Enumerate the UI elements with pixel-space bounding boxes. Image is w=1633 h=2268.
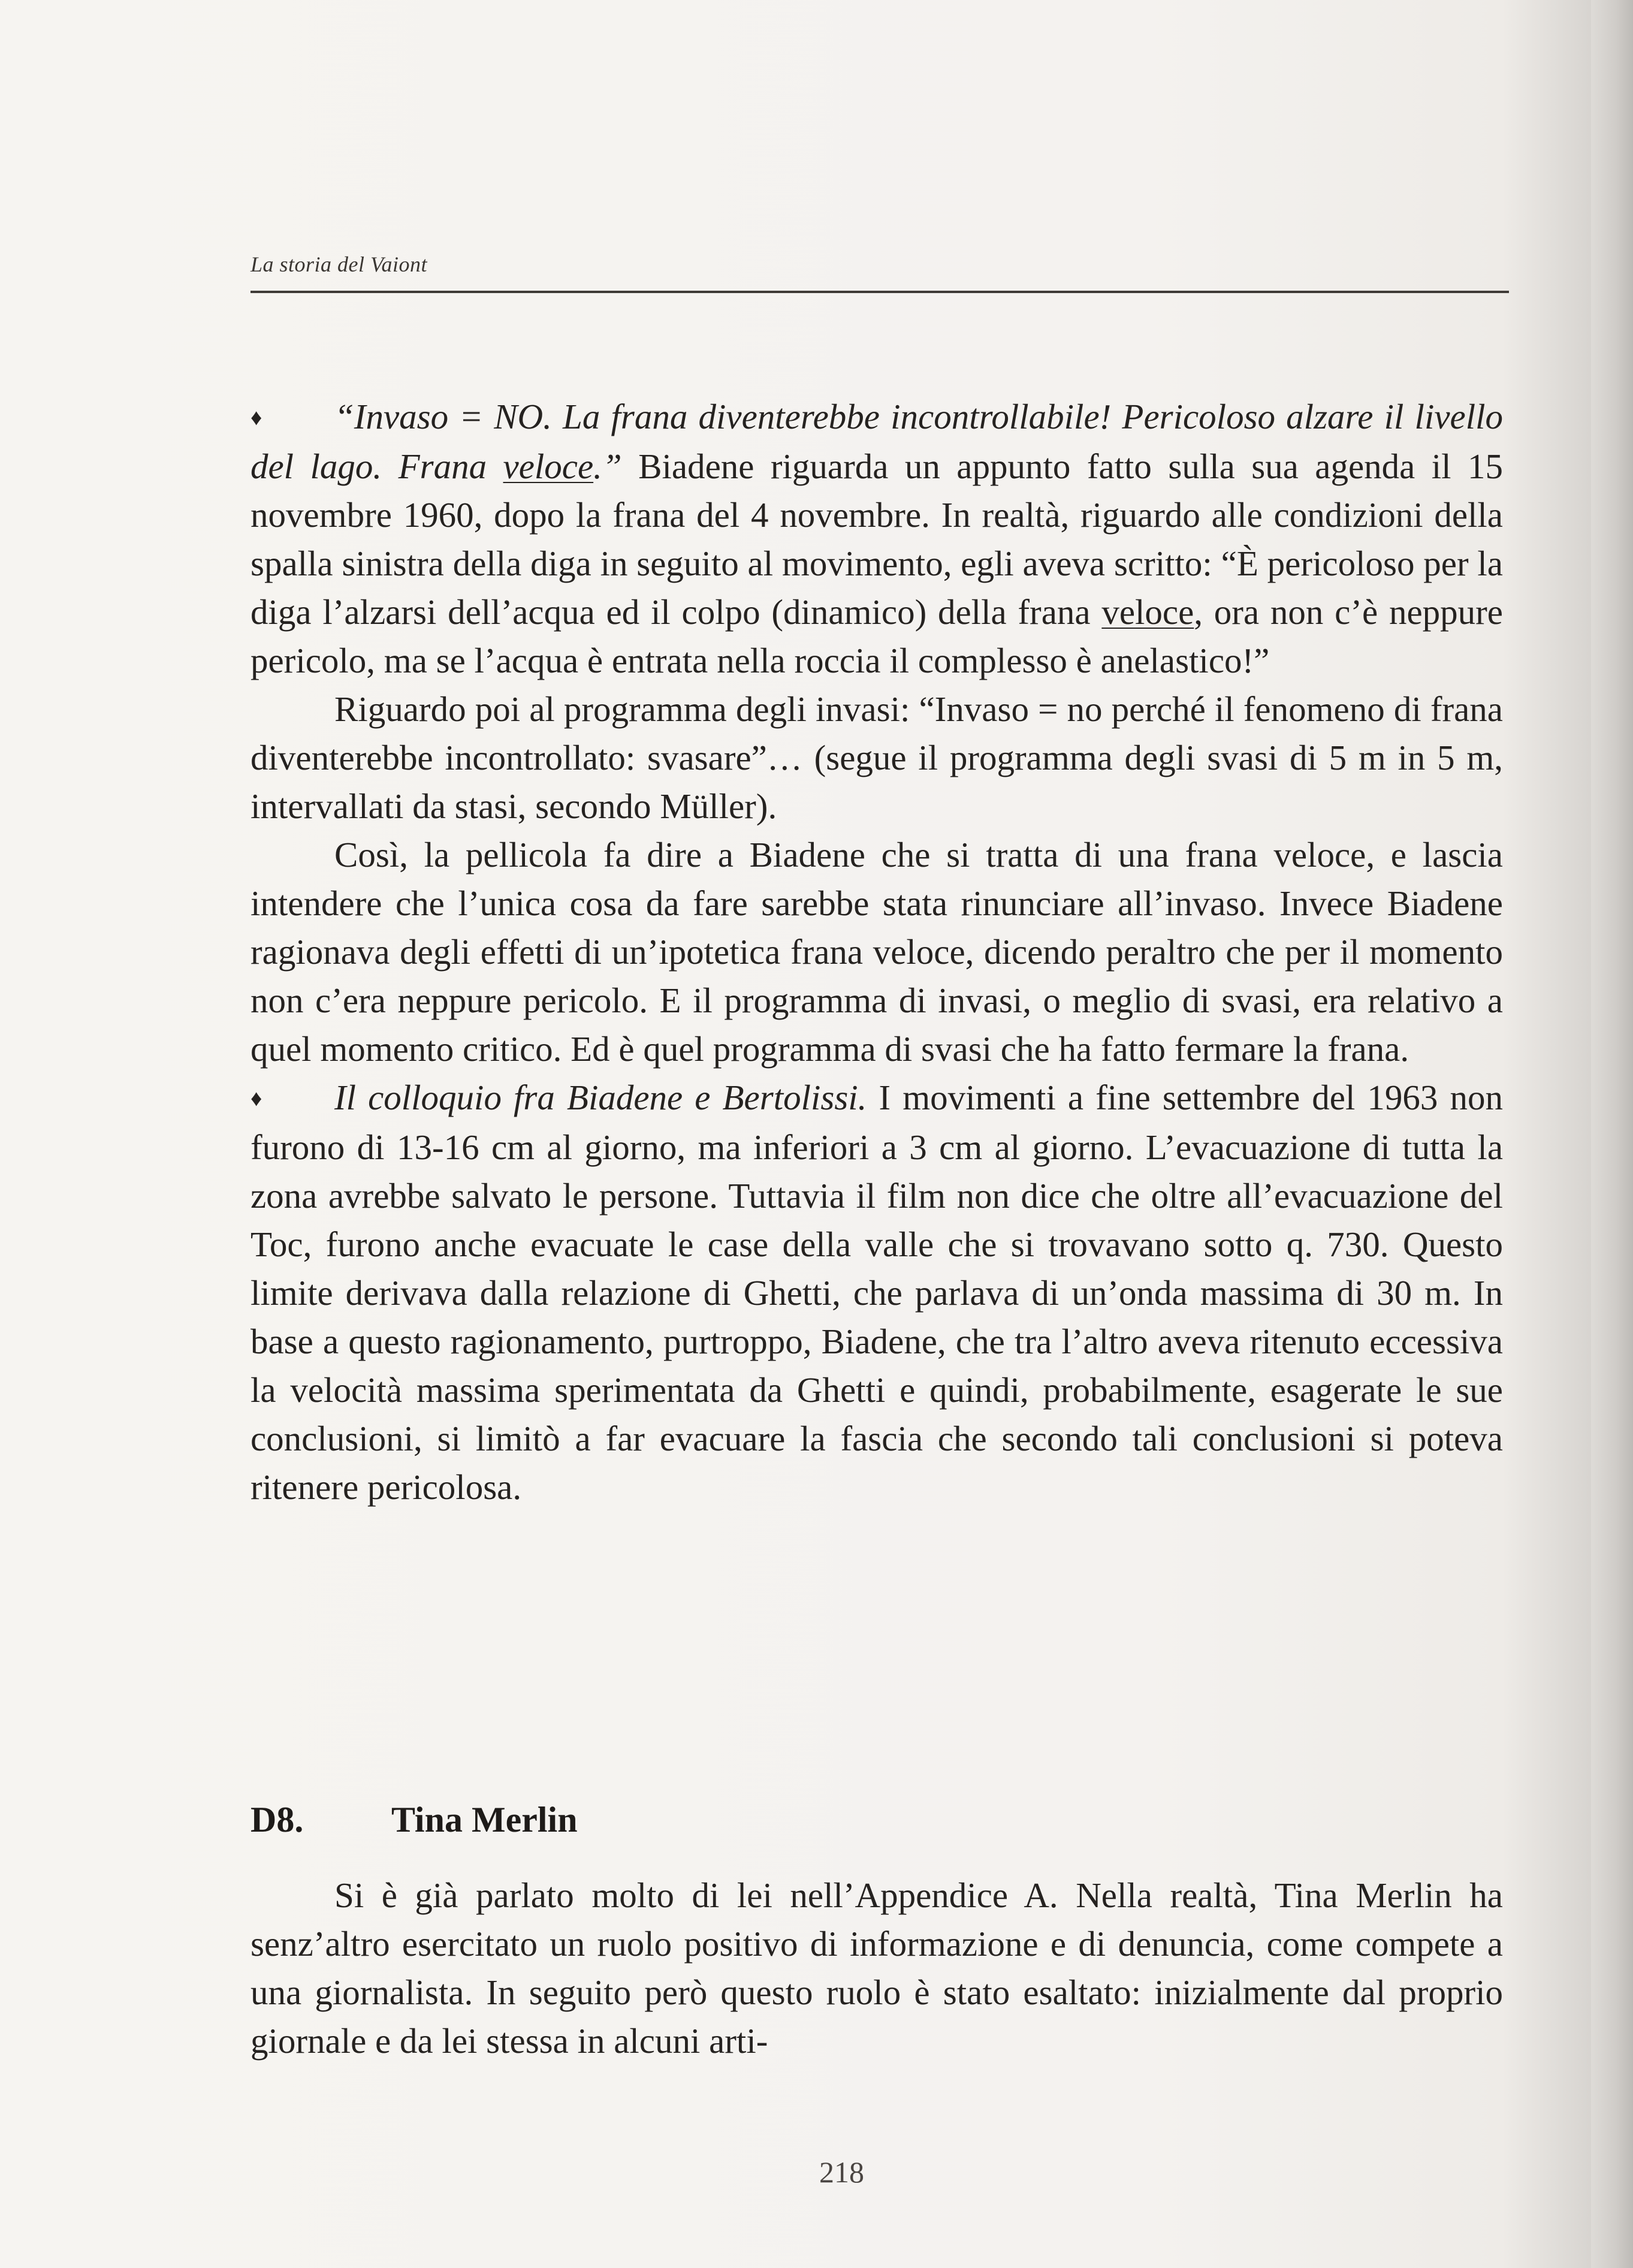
running-head: La storia del Vaiont bbox=[250, 252, 428, 276]
section-body bbox=[250, 1871, 1503, 2065]
colloquio-italic-lead: Il colloquio fra Biadene e Bertolissi. bbox=[334, 1078, 867, 1117]
underlined-word: veloce bbox=[1101, 592, 1194, 632]
section-heading bbox=[250, 1799, 578, 1841]
paragraph-invaso-text-b: , ora non c’è neppure pericolo, ma se l’acqua è entrata nella roccia il complesso è anelastico!” bbox=[250, 592, 1503, 680]
quote-italic-underlined: veloce bbox=[503, 447, 594, 486]
quote-italic-a: “Invaso = NO. La frana diventerebbe incontrollabile! Pericoloso alzare il livello del lago. Frana bbox=[250, 397, 1503, 486]
paragraph-colloquio bbox=[250, 1073, 1503, 1512]
page-number: 218 bbox=[819, 2155, 864, 2189]
main-text bbox=[250, 393, 1503, 1512]
quote-italic-b: .” bbox=[593, 447, 622, 486]
diamond-bullet-icon: ♦ bbox=[250, 1086, 262, 1111]
paragraph-invaso-text-a: Biadene riguarda un appunto fatto sulla sua agenda il 15 novembre 1960, dopo la frana del 4 novembre. In realtà, riguardo alle condizioni della spalla sinistra della diga in seguito al movimento, egli aveva scritto: “È pericoloso per la diga l’alzarsi dell’acqua ed il colpo (dinamico) della frana bbox=[250, 447, 1503, 632]
section-number: D8. bbox=[250, 1800, 304, 1839]
diamond-bullet-icon: ♦ bbox=[250, 405, 262, 430]
page-edge-shadow bbox=[1591, 0, 1633, 2268]
header-rule bbox=[250, 291, 1509, 293]
paragraph-colloquio-text: I movimenti a fine settembre del 1963 non furono di 13-16 cm al giorno, ma inferiori a 3 cm al giorno. L’evacuazione di tutta la zona avrebbe salvato le persone. Tuttavia il film non dice che oltre all’evacuazione del Toc, furono anche evacuate le case della valle che si trovavano sotto q. 730. Questo limite derivava dalla relazione di Ghetti, che parlava di un’onda massima di 30 m. In base a questo ragionamento, purtroppo, Biadene, che tra l’altro aveva ritenuto eccessiva la velocità massima sperimentata da Ghetti e quindi, probabilmente, esagerate le sue conclusioni, si limitò a far evacuare la fascia che secondo tali conclusioni si poteva ritenere pericolosa. bbox=[250, 1078, 1503, 1507]
paragraph-pellicola: Così, la pellicola fa dire a Biadene che si tratta di una frana veloce, e lascia intendere che l’unica cosa da fare sarebbe stata rinunciare all’invaso. Invece Biadene ragionava degli effetti di un’ipotetica frana veloce, dicendo peraltro che per il momento non c’era neppure pericolo. E il programma di invasi, o meglio di svasi, era relativo a quel momento critico. Ed è quel programma di svasi che ha fatto fermare la frana. bbox=[250, 835, 1503, 1069]
paragraph-tina-merlin: Si è già parlato molto di lei nell’Appendice A. Nella realtà, Tina Merlin ha senz’altro esercitato un ruolo positivo di informazione e di denuncia, come compete a una giornalista. In seguito però questo ruolo è stato esaltato: inizialmente dal proprio giornale e da lei stessa in alcuni arti- bbox=[250, 1875, 1503, 2061]
paragraph-programma: Riguardo poi al programma degli invasi: “Invaso = no perché il fenomeno di frana diventerebbe incontrollato: svasare”… (segue il programma degli svasi di 5 m in 5 m, intervallati da stasi, secondo Müller). bbox=[250, 689, 1503, 826]
paragraph-invaso bbox=[250, 393, 1503, 685]
section-title: Tina Merlin bbox=[391, 1800, 578, 1839]
